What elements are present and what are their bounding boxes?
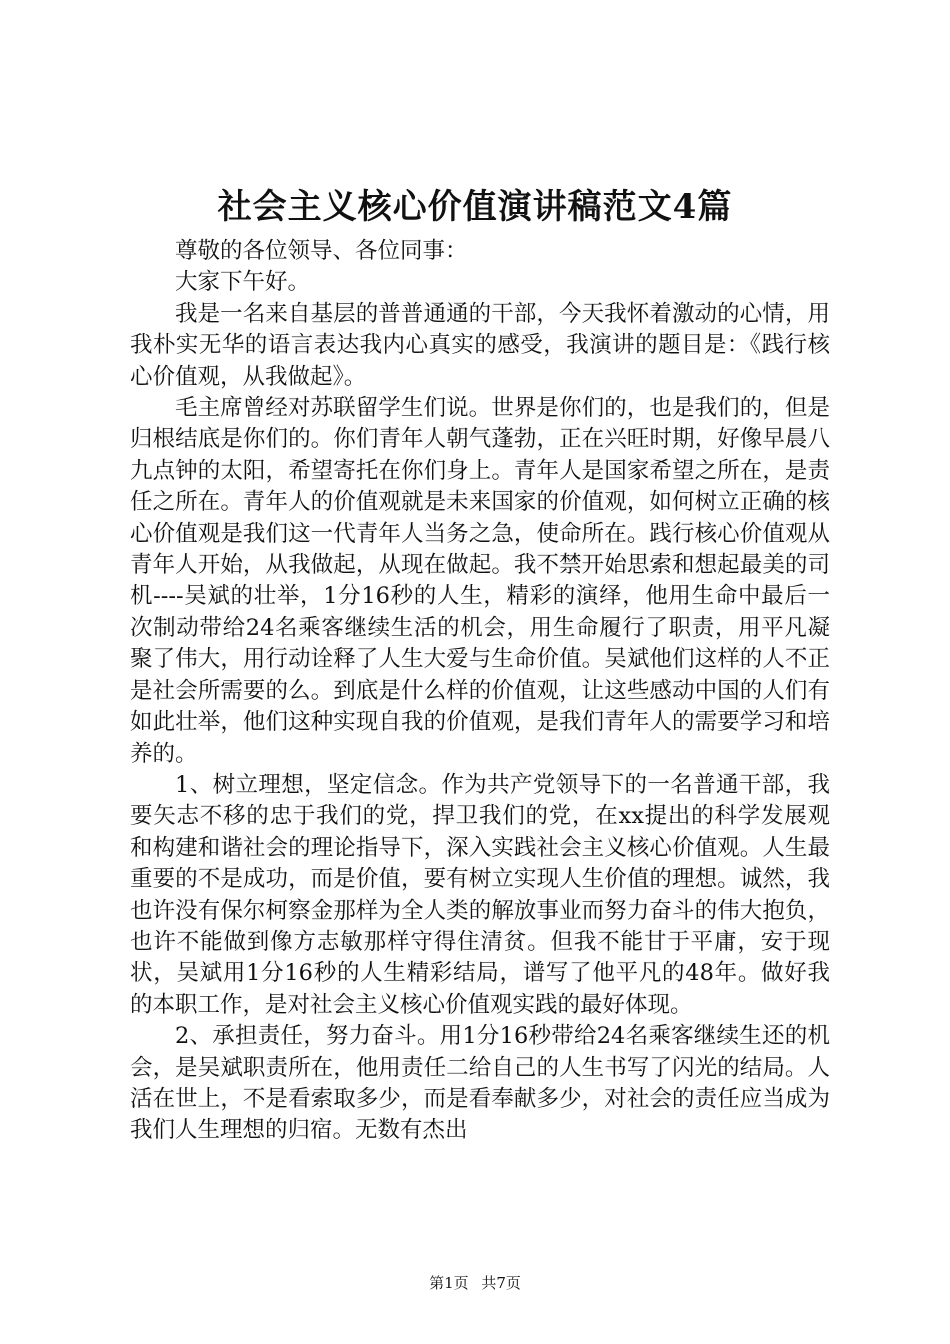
paragraph-body: 毛主席曾经对苏联留学生们说。世界是你们的，也是我们的，但是归根结底是你们的。你们青年人朝气蓬勃，正在兴旺时期，好像早晨八九点钟的太阳，希望寄托在你们身上。青年人是国家希望之所在，是责任之所在。青年人的价值观就是未来国家的价值观，如何树立正确的核心价值观是我们这一代青年人当务之急，使命所在。践行核心价值观从青年人开始，从我做起，从现在做起。我不禁开始思索和想起最美的司机----吴斌的壮举，1分16秒的人生，精彩的演绎，他用生命中最后一次制动带给24名乘客继续生活的机会，用生命履行了职责，用平凡凝聚了伟大，用行动诠释了人生大爱与生命价值。吴斌他们这样的人不正是社会所需要的么。到底是什么样的价值观，让这些感动中国的人们有如此壮举，他们这种实现自我的价值观，是我们青年人的需要学习和培养的。 [130, 395, 830, 767]
paragraph-greeting: 大家下午好。 [175, 269, 311, 296]
document-body [130, 236, 830, 1147]
page-number: 第1页 [429, 1274, 469, 1292]
page-footer [0, 1273, 950, 1293]
paragraph-intro: 我是一名来自基层的普普通通的干部，今天我怀着激动的心情，用我朴实无华的语言表达我内心真实的感受，我演讲的题目是：《践行核心价值观，从我做起》。 [130, 300, 830, 390]
paragraph-point-1: 1、树立理想，坚定信念。作为共产党领导下的一名普通干部，我要矢志不移的忠于我们的党，捍卫我们的党，在xx提出的科学发展观和构建和谐社会的理论指导下，深入实践社会主义核心价值观。人生最重要的不是成功，而是价值，要有树立实现人生价值的理想。诚然，我也许没有保尔柯察金那样为全人类的解放事业而努力奋斗的伟大抱负，也许不能做到像方志敏那样守得住清贫。但我不能甘于平庸，安于现状，吴斌用1分16秒的人生精彩结局，谱写了他平凡的48年。做好我的本职工作，是对社会主义核心价值观实践的最好体现。 [130, 771, 830, 1018]
paragraph-point-2: 2、承担责任，努力奋斗。用1分16秒带给24名乘客继续生还的机会，是吴斌职责所在，他用责任二给自己的人生书写了闪光的结局。人活在世上，不是看索取多少，而是看奉献多少，对社会的责任应当成为我们人生理想的归宿。无数有杰出 [130, 1023, 830, 1144]
page-total: 共7页 [481, 1274, 521, 1292]
paragraph-salutation: 尊敬的各位领导、各位同事： [175, 238, 468, 264]
document-title: 社会主义核心价值演讲稿范文4篇 [217, 187, 733, 227]
